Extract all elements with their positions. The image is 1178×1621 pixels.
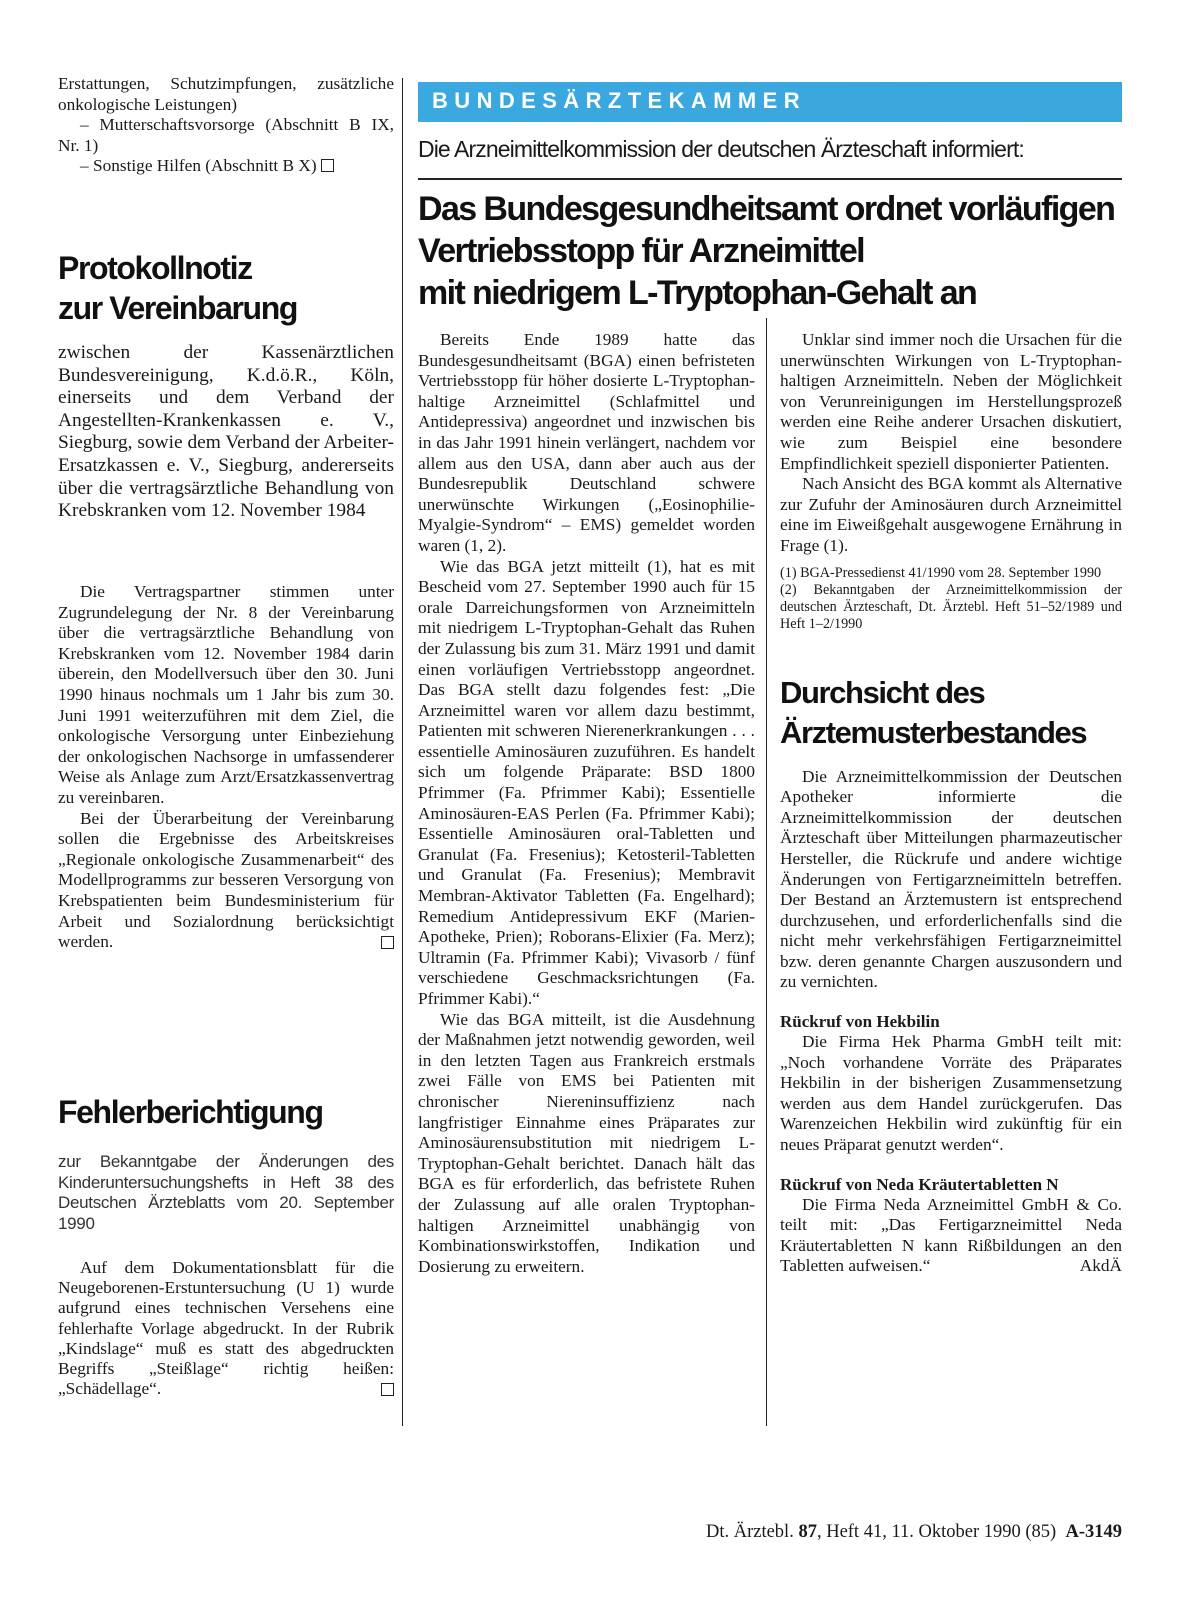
paragraph: Die Vertragspartner stimmen unter Zugrundelegung der Nr. 8 der Vereinbarung über die vertragsärztliche Behandlung von Krebskranken vom 12. November 1984 darin überein, den Modellversuch über den 30. Juni 1990 hinaus nochmals um 1 Jahr bis zum 30. Juni 1991 weiterzuführen mit dem Ziel, die onkologische Versorgung unter Einbeziehung der onkologischen Nachsorge in umfassenderer Weise als Anlage zum Arzt/Ersatzkassenvertrag zu vereinbaren. bbox=[58, 582, 394, 807]
intro-list bbox=[58, 74, 394, 177]
paragraph: Auf dem Dokumentationsblatt für die Neugeborenen-Erstuntersuchung (U 1) wurde aufgrund eines technischen Versehens eine fehlerhafte Vorlage abgedruckt. In der Rubrik „Kindslage“ muß es statt des abgedruckten Begriffs „Steißlage“ richtig heißen: „Schädellage“. bbox=[58, 1258, 394, 1399]
column-rule bbox=[766, 318, 767, 1426]
paragraph: Wie das BGA mitteilt, ist die Ausdehnung der Maßnahmen jetzt notwendig geworden, weil in den letzten Tagen aus Frankreich erstmals zwei Fälle von EMS bei Patienten mit chronischer Niereninsuffizienz nach langfristiger Einnahme eines Präparates zur Aminosäurensubstitution mit niedrigem L-Tryptophan-Gehalt berichtet. Danach hält das BGA es für erforderlich, das befristete Ruhen der Zulassung auf alle oralen Tryptophan-haltigen Arzneimittel unabhängig von Kombinationswirkstoffen, Indikation und Dosierung zu erweitern. bbox=[418, 1009, 755, 1276]
paragraph: Bei der Überarbeitung der Vereinbarung sollen die Ergebnisse des Arbeitskreises „Regionale onkologische Zusammenarbeit“ des Modellprogramms zur besseren Versorgung von Krebspatienten beim Bundesministerium für Arbeit und Sozialordnung berücksichtigt werden. bbox=[58, 808, 394, 952]
paragraph: Die Firma Neda Arzneimittel GmbH & Co. teilt mit: „Das Fertigarzneimittel Neda Kräutertabletten N kann Rißbildungen an den Tabletten aufweisen.“ AkdÄ bbox=[780, 1194, 1122, 1276]
page-footer bbox=[706, 1522, 1122, 1543]
end-box-icon bbox=[381, 936, 394, 949]
footer-volume: 87 bbox=[798, 1522, 817, 1542]
right-column bbox=[780, 330, 1122, 1277]
kicker-rule bbox=[418, 178, 1122, 180]
end-box-icon bbox=[381, 1383, 394, 1396]
footer-journal: Dt. Ärztebl. bbox=[705, 1522, 794, 1542]
main-headline: Das Bundesgesundheitsamt ordnet vorläufigen Vertriebsstopp für Arzneimittel mit niedrigem L-Tryptophan-Gehalt an bbox=[418, 190, 1115, 312]
column-rule bbox=[402, 78, 403, 1426]
subheading: Rückruf von Neda Kräutertabletten N bbox=[780, 1174, 1059, 1194]
paragraph: Die Arzneimittelkommission der Deutschen Apotheker informierte die Arzneimittelkommission der deutschen Ärzteschaft über Mitteilungen pharmazeutischer Hersteller, die Rückrufe und andere wichtige Änderungen von Fertigarzneimitteln betreffen. Der Bestand an Ärztemustern ist entsprechend durchzusehen, und erforderlichenfalls sind die nicht mehr verkehrsfähigen Fertigarzneimittel bzw. deren genannte Chargen auszusondern und zu vernichten. bbox=[780, 766, 1122, 992]
author-signature: AkdÄ bbox=[1079, 1256, 1122, 1276]
kicker-line: Die Arzneimittelkommission der deutschen Ärzteschaft informiert: bbox=[418, 136, 1024, 162]
fehler-body bbox=[58, 1258, 394, 1399]
fehler-title: Fehlerberichtigung bbox=[58, 1094, 323, 1130]
subheading: Rückruf von Hekbilin bbox=[780, 1012, 940, 1032]
protokoll-lead: zwischen der Kassenärztlichen Bundesvereinigung, K.d.ö.R., Köln, einerseits und dem Verband der Angestellten-Krankenkassen e. V., Siegburg, sowie dem Verband der Arbeiter-Ersatzkassen e. V., Siegburg, andererseits über die vertragsärztliche Behandlung von Krebskranken vom 12. November 1984 bbox=[58, 342, 394, 522]
end-box-icon bbox=[321, 159, 334, 172]
fehler-lead: zur Bekanntgabe der Änderungen des Kinderuntersuchungshefts in Heft 38 des Deutschen Ärzteblatts vom 20. September 1990 bbox=[58, 1152, 394, 1233]
intro-line: – Mutterschaftsvorsorge (Abschnitt B IX, Nr. 1) bbox=[58, 115, 394, 155]
banner-label: BUNDESÄRZTEKAMMER bbox=[432, 88, 807, 113]
intro-line: – Sonstige Hilfen (Abschnitt B X) bbox=[58, 156, 394, 177]
paragraph: Bereits Ende 1989 hatte das Bundesgesundheitsamt (BGA) einen befristeten Vertriebsstopp für höher dosierte L-Tryptophan-haltige Arzneimittel (Schlafmittel und Antidepressiva) angeordnet und inzwischen bis in das Jahr 1991 hinein verlängert, nachdem vor allem aus den USA, dann aber auch aus der Bundesrepublik Deutschland schwere unerwünschte Wirkungen („Eosinophilie-Myalgie-Syndrom“ – EMS) gemeldet worden waren (1, 2). bbox=[418, 330, 755, 555]
footnote: (2) Bekanntgaben der Arzneimittelkommission der deutschen Ärzteschaft, Dt. Ärztebl. Heft 51–52/1989 und Heft 1–2/1990 bbox=[780, 581, 1122, 632]
footer-issue: , Heft 41, 11. Oktober 1990 (85) bbox=[816, 1522, 1057, 1542]
intro-line: Erstattungen, Schutzimpfungen, zusätzliche onkologische Leistungen) bbox=[58, 74, 394, 114]
protokoll-title: Protokollnotiz zur Vereinbarung bbox=[58, 250, 297, 326]
paragraph: Wie das BGA jetzt mitteilt (1), hat es mit Bescheid vom 27. September 1990 auch für 15 orale Darreichungsformen von Arzneimitteln mit niedrigem L-Tryptophan-Gehalt das Ruhen der Zulassung bis zum 31. März 1991 und damit einen vorläufigen Vertriebsstopp angeordnet. Das BGA stellt dazu folgendes fest: „Die Arzneimittel waren vor allem dazu bestimmt, Patienten mit schweren Nierenerkrankungen . . . essentielle Aminosäuren zuzuführen. Es handelt sich um folgende Präparate: BSD 1800 Pfrimmer (Fa. Pfrimmer Kabi); Essentielle Aminosäuren-EAS Perlen (Fa. Pfrimmer Kabi); Essentielle Aminosäuren oral-Tabletten und Granulat (Fa. Fresenius); Ketosteril-Tabletten und Granulat (Fa. Fresenius); Membravit Membran-Aktivator Tabletten (Fa. Engelhard); Remedium Antidepressivum EKF (Marien-Apotheke, Prien); Roborans-Elixier (Fa. Merz); Ultramin (Fa. Pfrimmer Kabi); Vivasorb / fünf verschiedene Geschmacksrichtungen (Fa. Pfrimmer Kabi).“ bbox=[418, 556, 755, 1008]
section-banner bbox=[418, 82, 1122, 122]
protokoll-body bbox=[58, 582, 394, 953]
footnote: (1) BGA-Pressedienst 41/1990 vom 28. September 1990 bbox=[780, 564, 1102, 581]
footer-page-number: A-3149 bbox=[1065, 1522, 1122, 1542]
durchsicht-title: Durchsicht des Ärztemusterbestandes bbox=[780, 674, 1087, 750]
paragraph: Unklar sind immer noch die Ursachen für die unerwünschten Wirkungen von L-Tryptophan-haltigen Arzneimitteln. Neben der Möglichkeit von Verunreinigungen im Herstellungsprozeß werden eine Reihe anderer Ursachen diskutiert, wie zum Beispiel eine besondere Empfindlichkeit speziell disponierter Patienten. bbox=[780, 330, 1122, 473]
paragraph: Nach Ansicht des BGA kommt als Alternative zur Zufuhr der Aminosäuren durch Arzneimittel eine im Eiweißgehalt ausgewogene Ernährung in Frage (1). bbox=[780, 474, 1122, 555]
middle-column bbox=[418, 330, 755, 1277]
paragraph: Die Firma Hek Pharma GmbH teilt mit: „Noch vorhandene Vorräte des Präparates Hekbilin in der bisherigen Zusammensetzung werden aus dem Handel zurückgerufen. Das Warenzeichen Hekbilin wird zukünftig für ein neues Präparat genutzt werden“. bbox=[780, 1032, 1122, 1155]
